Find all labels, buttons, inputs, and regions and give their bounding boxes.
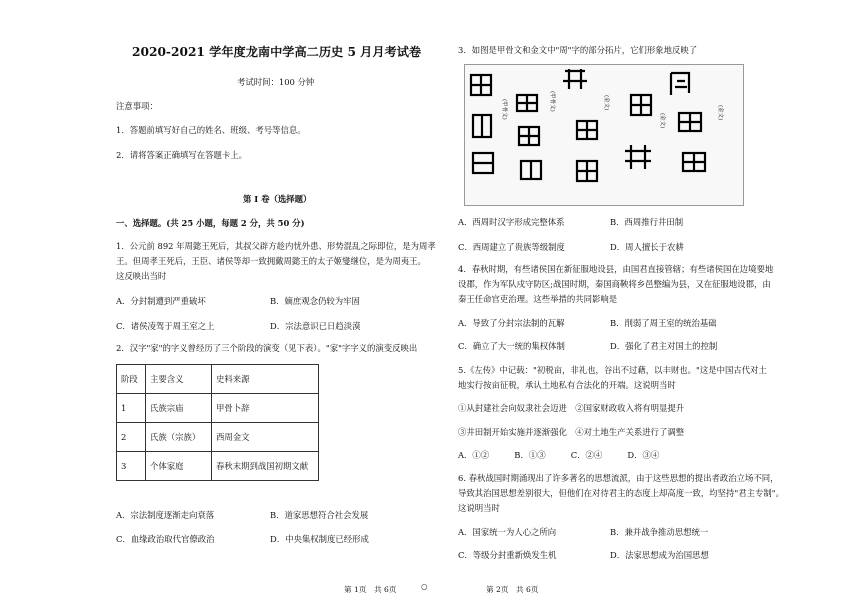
table-row <box>117 452 319 481</box>
q2-table <box>116 364 319 481</box>
q3-option-a: A．西周时汉字形成完整体系 <box>458 217 565 227</box>
table-cell: 西周金文 <box>212 423 319 452</box>
q4-line-1: 4．春秋时期，有些诸侯国在新征服地设县，由国君直接管辖；有些诸侯国在边境要地 <box>458 264 774 274</box>
q3-option-d: D．周人擅长于农耕 <box>610 242 684 252</box>
notes-heading: 注意事项： <box>116 101 158 111</box>
q4-option-c: C．确立了大一统的集权体制 <box>458 341 565 351</box>
table-cell: 个体家庭 <box>146 452 212 481</box>
q6-option-d: D．法家思想成为治国思想 <box>610 550 709 560</box>
q5-answers: A．①② B．①③ C．②④ D．③④ <box>458 450 660 460</box>
q6-line-2: 导致其治国思想差别很大，但他们在对待君主的态度上却高度一致，均坚持"君主专制"。 <box>458 488 784 498</box>
q1-line-1: 1．公元前 892 年周懿王死后，其叔父辟方趁内忧外患、形势混乱之际即位，是为周孝 <box>116 241 436 251</box>
q4-option-a: A．导致了分封宗法制的瓦解 <box>458 318 565 328</box>
table-header-row <box>117 365 319 394</box>
note-1: 1．答题前填写好自己的姓名、班级、考号等信息。 <box>116 125 306 135</box>
table-cell: 氏族宗庙 <box>146 394 212 423</box>
table-row <box>117 394 319 423</box>
q3-option-b: B．西周推行井田制 <box>610 217 684 227</box>
table-cell: 甲骨卜辞 <box>212 394 319 423</box>
rubbing-glyphs <box>465 65 743 205</box>
table-cell: 春秋末期到战国初期文献 <box>212 452 319 481</box>
exam-time: 考试时间：100 分钟 <box>237 77 315 87</box>
q2-line-1: 2．汉字"家"的字义曾经历了三个阶段的演变（见下表）。"家"字字义的演变反映出 <box>116 343 418 353</box>
q3-option-c: C．西周建立了贵族等级制度 <box>458 242 565 252</box>
q4-line-3: 秦王任命官吏治理。这些举措的共同影响是 <box>458 294 618 304</box>
svg-text:(甲骨文): (甲骨文) <box>549 91 555 112</box>
q1-option-c: C．诸侯凌驾于周王室之上 <box>116 321 215 331</box>
q4-option-d: D．强化了君主对国土的控制 <box>610 341 718 351</box>
q2-option-a: A．宗法制度逐渐走向衰落 <box>116 510 215 520</box>
svg-text:(金文): (金文) <box>603 95 609 111</box>
q1-line-2: 王。但周孝王死后，王臣、诸侯等却一致拥戴周懿王的太子姬燮继位，是为周夷王。 <box>116 256 426 266</box>
q2-option-d: D．中央集权制度已经形成 <box>270 534 369 544</box>
binding-hole-mark: ○ <box>421 582 428 591</box>
section-heading: 第 I 卷（选择题） <box>243 194 312 204</box>
q1-option-d: D．宗法意识已日趋淡漠 <box>270 321 361 331</box>
q6-line-3: 这说明当时 <box>458 503 500 513</box>
q3-line-1: 3．如图是甲骨文和金文中"周"字的部分拓片，它们形象地反映了 <box>458 45 698 55</box>
q1-option-a: A．分封制遭到严重破坏 <box>116 296 206 306</box>
part-one-heading: 一、选择题。(共 25 小题，每题 2 分，共 50 分) <box>116 218 305 228</box>
q5-statements-1: ①从封建社会向奴隶社会迈进 ②国家财政收入将有明显提升 <box>458 403 685 413</box>
svg-text:(金文): (金文) <box>717 105 723 121</box>
q5-line-1: 5.《左传》中记载："初税亩，非礼也，谷出不过藉，以丰财也。"这是中国古代对土 <box>458 365 767 375</box>
q5-line-2: 地实行按亩征税，承认土地私有合法化的开端。这说明当时 <box>458 380 676 390</box>
table-cell: 3 <box>117 452 146 481</box>
table-cell: 2 <box>117 423 146 452</box>
note-2: 2．请将答案正确填写在答题卡上。 <box>116 150 247 160</box>
svg-text:(甲骨文): (甲骨文) <box>501 99 507 120</box>
table-row <box>117 423 319 452</box>
q6-option-b: B．兼并战争推动思想统一 <box>610 527 709 537</box>
page-number-2: 第 2页 共 6页 <box>486 585 539 594</box>
q6-line-1: 6. 春秋战国时期涌现出了许多著名的思想流派，由于这些思想的提出者政治立场不同， <box>458 473 779 483</box>
table-header-cell: 史料来源 <box>212 365 319 394</box>
table-header-cell: 阶段 <box>117 365 146 394</box>
q5-statements-2: ③井田制开始实施并逐渐强化 ④对土地生产关系进行了调整 <box>458 427 685 437</box>
q6-option-a: A．国家统一为人心之所向 <box>458 527 557 537</box>
exam-title: 2020-2021 学年度龙南中学高二历史 5 月月考试卷 <box>132 45 422 59</box>
q4-option-b: B．削弱了周王室的统治基础 <box>610 318 717 328</box>
table-cell: 1 <box>117 394 146 423</box>
q4-line-2: 设郡，作为军队戍守防区;战国时期，秦国商鞅将乡邑整编为县，又在征服地设郡，由 <box>458 279 771 289</box>
q1-option-b: B．嫡庶观念仍较为牢固 <box>270 296 360 306</box>
oracle-bone-rubbing-image <box>464 64 744 206</box>
q1-line-3: 这反映出当时 <box>116 271 167 281</box>
table-header-cell: 主要含义 <box>146 365 212 394</box>
svg-text:(金文): (金文) <box>659 113 665 129</box>
q2-option-c: C．血缘政治取代官僚政治 <box>116 534 215 544</box>
q6-option-c: C．等级分封重新焕发生机 <box>458 550 557 560</box>
table-cell: 氏族（宗族） <box>146 423 212 452</box>
page-number-1: 第 1页 共 6页 <box>344 585 397 594</box>
q2-option-b: B．道家思想符合社会发展 <box>270 510 369 520</box>
